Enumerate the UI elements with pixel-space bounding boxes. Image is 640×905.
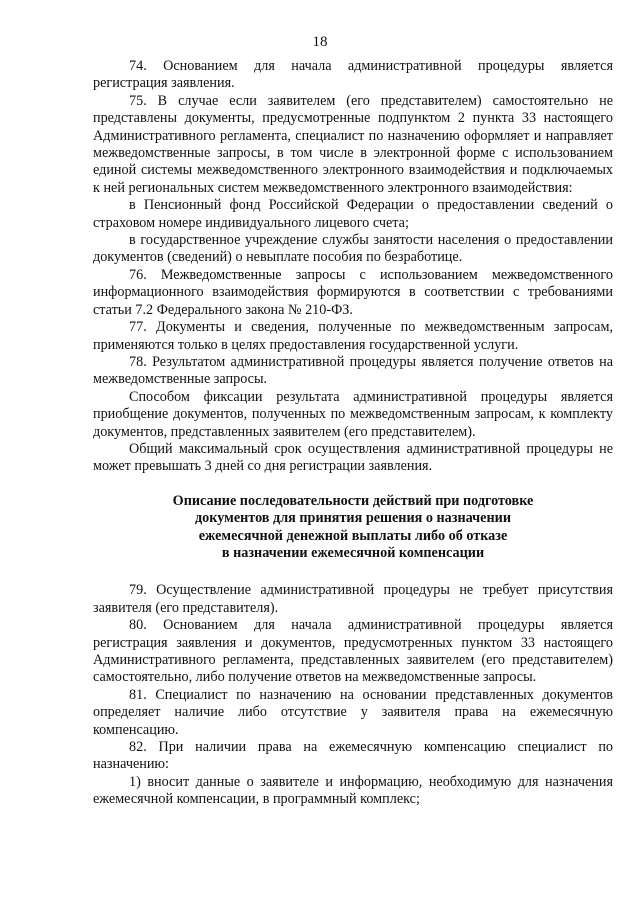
page-number: 18 (312, 34, 328, 50)
paragraph-76: 76. Межведомственные запросы с использованием межведомственного информационного взаимодействия формируются в соответствии с требованиями статьи 7.2 Федерального закона № 210-ФЗ. (93, 266, 613, 318)
section-heading (93, 493, 613, 563)
paragraph-78-fixation: Способом фиксации результата административной процедуры является приобщение документов, полученных по межведомственным запросам, к комплекту документов, представленных заявителем (его представителем). (93, 388, 613, 440)
paragraph-81: 81. Специалист по назначению на основании представленных документов определяет наличие либо отсутствие у заявителя права на ежемесячную компенсацию. (93, 686, 613, 738)
paragraph-82: 82. При наличии права на ежемесячную компенсацию специалист по назначению: (93, 739, 613, 773)
paragraph-77: 77. Документы и сведения, полученные по межведомственным запросам, применяются только в целях предоставления государственной услуги. (93, 319, 613, 353)
paragraph-75-employment-service: в государственное учреждение службы занятости населения о предоставлении документов (сведений) о невыплате пособия по безработице. (93, 232, 613, 266)
section-heading-line: документов для принятия решения о назначении (195, 510, 511, 527)
document-body (93, 58, 613, 809)
paragraph-75-pension-fund: в Пенсионный фонд Российской Федерации о предоставлении сведений о страховом номере индивидуального лицевого счета; (93, 197, 613, 231)
paragraph-78-max-term: Общий максимальный срок осуществления административной процедуры не может превышать 3 дней со дня регистрации заявления. (93, 440, 613, 475)
paragraph-78: 78. Результатом административной процедуры является получение ответов на межведомственные запросы. (93, 353, 613, 388)
paragraph-79: 79. Осуществление административной процедуры не требует присутствия заявителя (его представителя). (93, 582, 613, 616)
section-heading-line: в назначении ежемесячной компенсации (221, 544, 485, 561)
section-heading-line: ежемесячной денежной выплаты либо об отказе (198, 527, 508, 544)
paragraph-82-item-1: 1) вносит данные о заявителе и информацию, необходимую для назначения ежемесячной компенсации, в программный комплекс; (93, 773, 613, 808)
paragraph-75: 75. В случае если заявителем (его представителем) самостоятельно не представлены документы, предусмотренные подпунктом 2 пункта 33 настоящего Административного регламента, специалист по назначению оформляет и направляет межведомственные запросы, в том числе в электронной форме с использованием единой системы межведомственного электронного взаимодействия и подключаемых к ней региональных систем межведомственного электронного взаимодействия: (93, 92, 613, 196)
paragraph-74: 74. Основанием для начала административной процедуры является регистрация заявления. (93, 58, 613, 92)
section-heading-line: Описание последовательности действий при подготовке (172, 492, 534, 509)
paragraph-80: 80. Основанием для начала административной процедуры является регистрация заявления и документов, предусмотренных пунктом 33 настоящего Административного регламента, представленных заявителем (его представителем) самостоятельно, либо получение ответов на межведомственные запросы. (93, 617, 613, 686)
